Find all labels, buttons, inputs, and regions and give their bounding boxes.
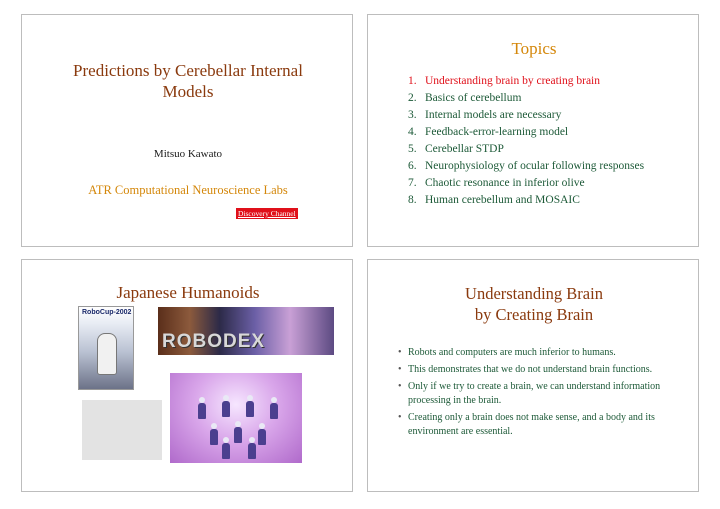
slide-title: [21, 14, 353, 247]
robot-icon: [270, 403, 278, 419]
bullet-item: • Only if we try to create a brain, we can understand information processing in the brain.: [398, 380, 688, 408]
robot-icon: [248, 443, 256, 459]
slide-understanding-brain: [367, 259, 699, 492]
robot-icon: [234, 427, 242, 443]
robot-icon: [258, 429, 266, 445]
robot-figure-icon: [97, 333, 117, 375]
humanoid-robots-photo: [170, 373, 302, 463]
understanding-brain-title: Understanding Brain by Creating Brain: [465, 284, 603, 324]
robot-icon: [222, 401, 230, 417]
humanoids-title: Japanese Humanoids: [116, 283, 260, 302]
topic-item: 1. Understanding brain by creating brain: [408, 75, 600, 87]
bullet-item: • Robots and computers are much inferior to humans.: [398, 346, 688, 360]
discovery-channel-link[interactable]: Discovery Channel: [238, 209, 296, 218]
robocup-poster-text: RoboCup-2002: [82, 309, 132, 316]
slide-topics: [367, 14, 699, 247]
robodex-banner-image: [158, 307, 334, 355]
topic-item: 5. Cerebellar STDP: [408, 143, 504, 155]
robocup-poster-image: [78, 306, 134, 390]
topics-list: [408, 73, 688, 209]
topic-item: 3. Internal models are necessary: [408, 109, 562, 121]
topic-item: 4. Feedback-error-learning model: [408, 126, 569, 138]
topic-item: 8. Human cerebellum and MOSAIC: [408, 194, 580, 206]
bullet-item: • Creating only a brain does not make sense, and a body and its environment are essential.: [398, 411, 688, 439]
topic-item: 7. Chaotic resonance in inferior olive: [408, 177, 585, 189]
bullet-item: • This demonstrates that we do not understand brain functions.: [398, 363, 688, 377]
title-line-2: Models: [162, 82, 214, 101]
robot-icon: [246, 401, 254, 417]
image-placeholder: [82, 400, 162, 460]
topics-title: Topics: [511, 39, 557, 58]
topic-item: 6. Neurophysiology of ocular following responses: [408, 160, 645, 172]
title-line-1: Predictions by Cerebellar Internal: [73, 61, 303, 80]
robot-icon: [198, 403, 206, 419]
slide-japanese-humanoids: [21, 259, 353, 492]
author-name: Mitsuo Kawato: [153, 148, 223, 160]
topic-item: 2. Basics of cerebellum: [408, 92, 522, 104]
organization-name: ATR Computational Neuroscience Labs: [88, 183, 288, 197]
robodex-banner-text: ROBODEX: [162, 331, 266, 352]
bullet-list: [398, 346, 688, 442]
presentation-title: [22, 60, 354, 102]
robot-icon: [222, 443, 230, 459]
robot-icon: [210, 429, 218, 445]
